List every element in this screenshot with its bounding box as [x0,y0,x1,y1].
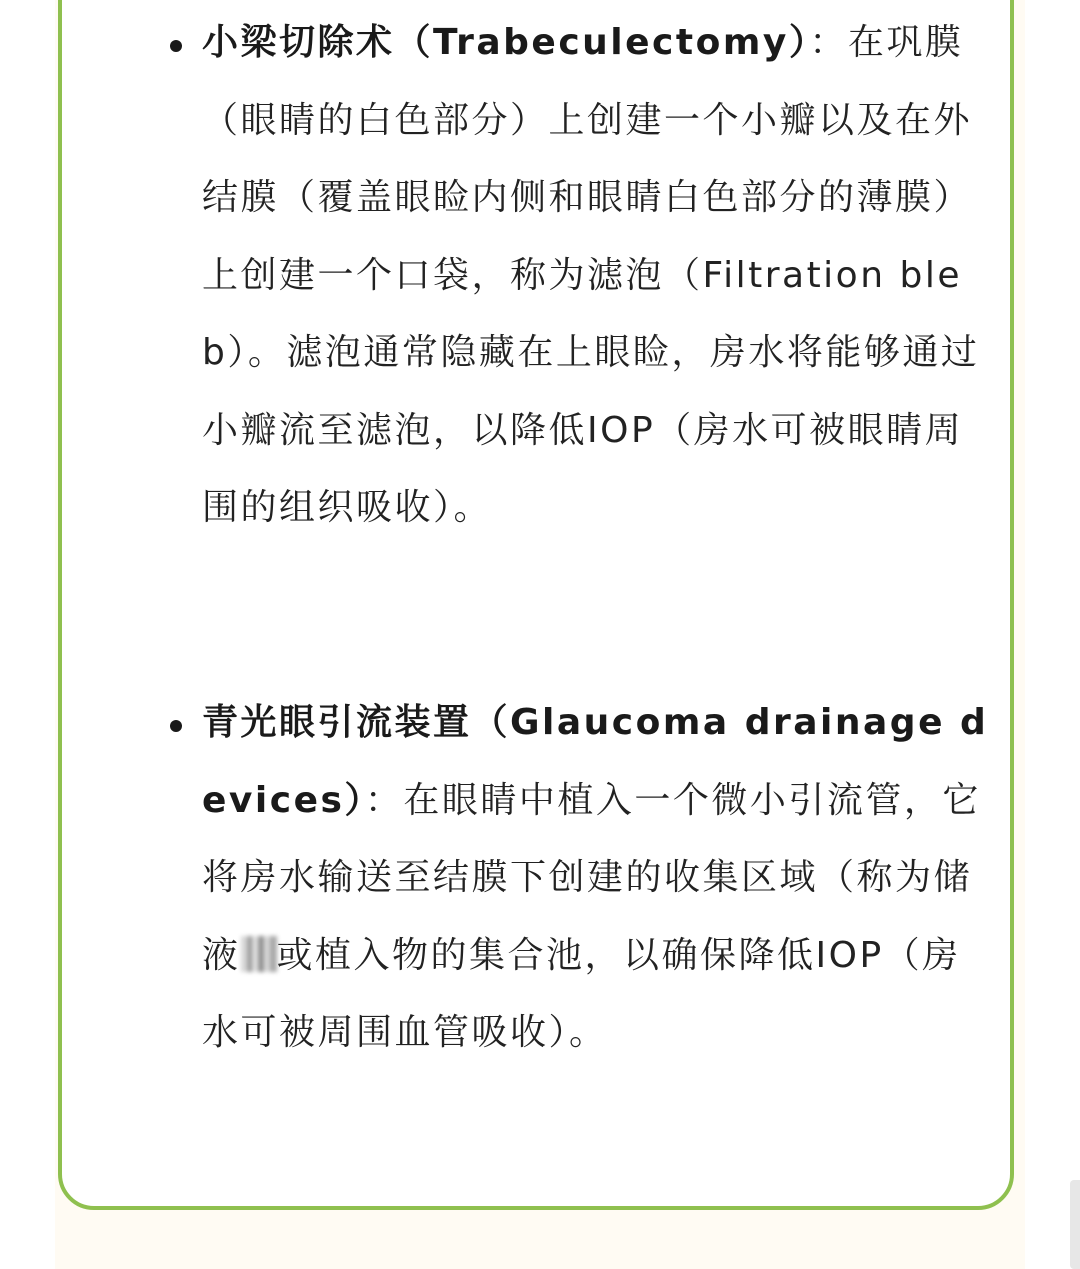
description-drainage-part-1: ：在眼睛中植入一个微小引流管，它将房水输送至结膜下创建的收集区域（称为储液 [202,779,981,976]
list-item-text [202,4,990,547]
description-drainage-part-2: 或植入物的集合池，以确保降低IOP（房水可被周围血管吸收）。 [202,934,961,1053]
term-trabeculectomy: 小梁切除术（Trabeculectomy） [202,22,810,63]
info-card [58,0,1014,1210]
bullet-icon [170,40,182,52]
bullet-icon [170,720,182,732]
blurred-text-mark [241,936,277,972]
scrollbar[interactable] [1070,1180,1080,1269]
description-trabeculectomy: ：在巩膜（眼睛的白色部分）上创建一个小瓣以及在外结膜（覆盖眼睑内侧和眼睛白色部分的薄膜）上创建一个口袋，称为滤泡（Filtration bleb）。滤泡通常隐藏在上眼睑，房水将能够通过小瓣流至滤泡，以降低IOP（房水可被眼睛周围的组织吸收）。 [202,22,980,528]
list-item-text [202,684,990,1072]
term-drainage-devices: 青光眼引流装置（Glaucoma drainage devices） [202,702,989,821]
